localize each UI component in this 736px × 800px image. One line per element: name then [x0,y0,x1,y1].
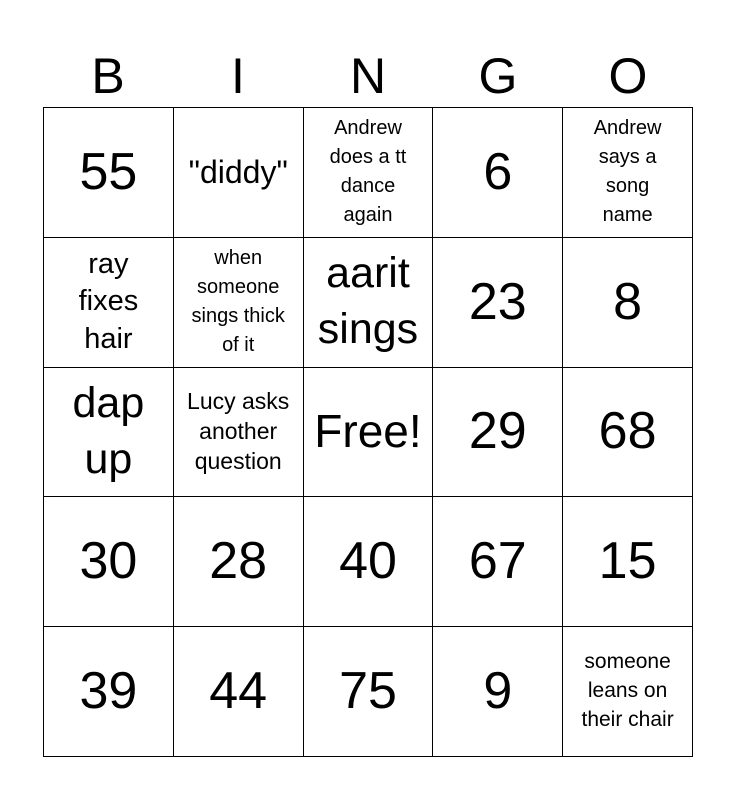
bingo-cell[interactable] [174,627,304,757]
bingo-cell[interactable] [433,627,563,757]
bingo-cell[interactable] [304,497,434,627]
cell-text: 39 [79,662,138,720]
bingo-cell[interactable] [563,627,693,757]
bingo-grid [43,107,693,757]
bingo-cell[interactable] [433,368,563,498]
cell-text: 28 [209,532,268,591]
cell-text: 44 [209,662,268,720]
cell-text: someone leans on their chair [581,650,674,732]
bingo-cell[interactable] [304,627,434,757]
cell-text: 68 [598,402,657,461]
bingo-cell[interactable] [44,238,174,368]
bingo-cell[interactable] [563,368,693,498]
cell-text: 67 [468,532,527,591]
bingo-cell[interactable] [563,108,693,238]
header-letter-o: O [608,48,648,104]
bingo-cell[interactable] [44,108,174,238]
bingo-cell[interactable] [44,497,174,627]
header-letter-g: G [478,48,518,104]
bingo-cell[interactable] [44,368,174,498]
free-space-cell[interactable] [304,368,434,498]
bingo-cell[interactable] [174,108,304,238]
cell-text: 40 [339,532,397,591]
cell-text: Andrew does a tt dance again [329,117,407,227]
cell-text: 8 [613,272,643,331]
bingo-cell[interactable] [433,108,563,238]
bingo-cell[interactable] [563,497,693,627]
bingo-cell[interactable] [304,238,434,368]
cell-text: ray fixes hair [78,247,139,356]
bingo-cell[interactable] [433,238,563,368]
bingo-header [43,44,693,108]
cell-text: Andrew says a song name [593,117,662,227]
cell-text: when someone sings thick of it [191,247,285,357]
header-letter-n: N [349,48,387,104]
cell-text: Free! [314,405,422,458]
cell-text: 23 [468,272,527,331]
cell-text: 75 [339,662,397,720]
cell-text: aarit sings [317,249,419,354]
bingo-cell[interactable] [174,497,304,627]
cell-text: dap up [72,379,145,483]
cell-text: 9 [483,662,513,720]
bingo-cell[interactable] [304,108,434,238]
cell-text: Lucy asks another question [187,388,290,474]
bingo-cell[interactable] [44,627,174,757]
header-letter-i: I [231,48,245,104]
cell-text: 6 [483,142,513,201]
cell-text: 15 [598,532,657,591]
cell-text: 30 [79,532,138,591]
cell-text: 29 [468,402,527,461]
bingo-cell[interactable] [174,368,304,498]
bingo-cell[interactable] [563,238,693,368]
cell-text: 55 [79,142,138,201]
header-letter-b: B [91,48,125,104]
cell-text: "diddy" [188,154,288,191]
bingo-cell[interactable] [433,497,563,627]
bingo-cell[interactable] [174,238,304,368]
